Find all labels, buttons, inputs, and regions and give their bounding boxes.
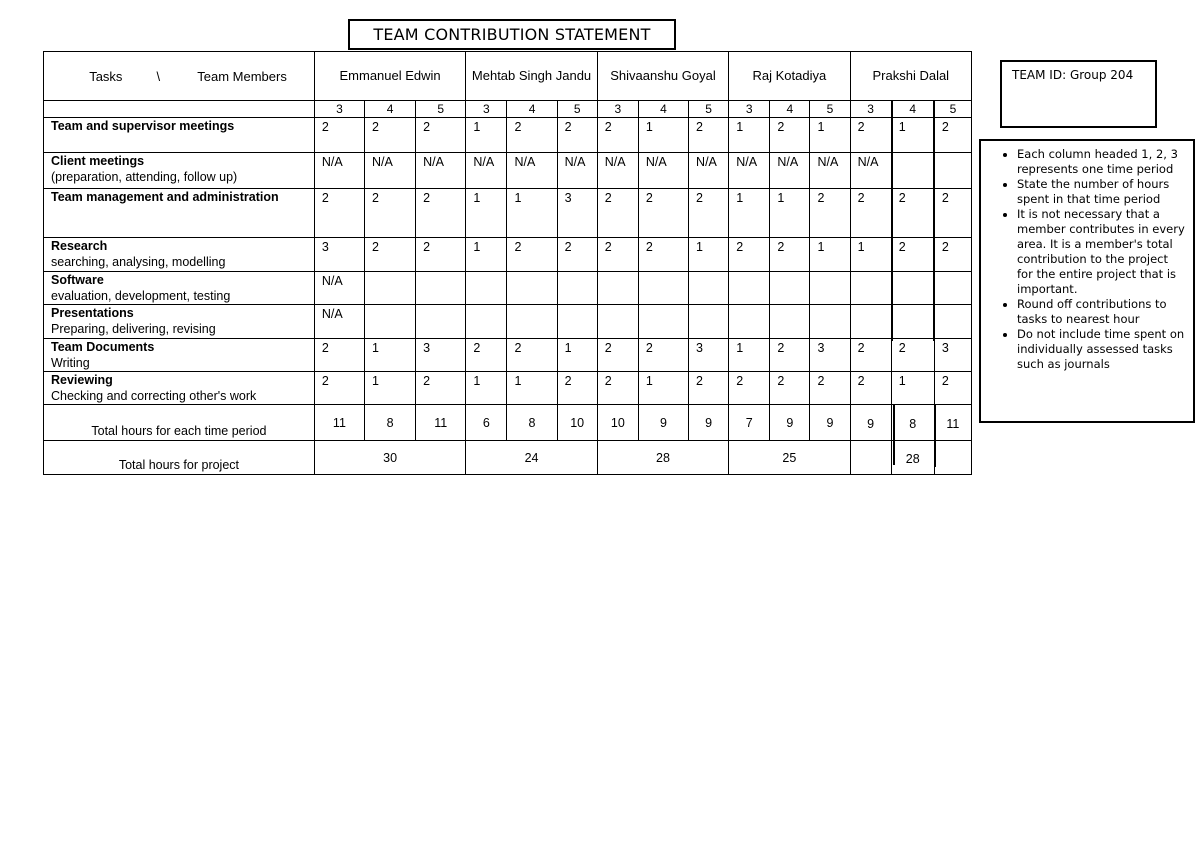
hours-cell: N/A <box>314 305 364 339</box>
hours-cell: 2 <box>934 238 971 272</box>
period-total-cell: 6 <box>466 405 507 441</box>
hours-cell: N/A <box>466 153 507 189</box>
member-name: Mehtab Singh Jandu <box>466 52 597 101</box>
hours-cell: 2 <box>314 189 364 238</box>
hours-cell <box>891 272 934 305</box>
hours-cell: 2 <box>638 189 688 238</box>
blank-cell <box>44 101 315 118</box>
period-header: 3 <box>466 101 507 118</box>
period-header: 3 <box>314 101 364 118</box>
hours-cell: 2 <box>314 118 364 153</box>
header-slash: \ <box>156 68 161 84</box>
hours-cell: 1 <box>365 339 416 372</box>
task-row <box>44 339 972 372</box>
hours-cell <box>416 305 466 339</box>
member-name: Prakshi Dalal <box>850 52 971 101</box>
hours-cell <box>416 272 466 305</box>
period-header: 5 <box>689 101 729 118</box>
task-label <box>44 153 315 189</box>
project-total-cell: 28 <box>597 441 728 475</box>
hours-cell: 2 <box>597 372 638 405</box>
period-total-cell: 9 <box>810 405 850 441</box>
hours-cell: 1 <box>466 238 507 272</box>
task-description: evaluation, development, testing <box>51 289 231 303</box>
hours-cell <box>365 305 416 339</box>
task-label <box>44 238 315 272</box>
task-label <box>44 118 315 153</box>
period-header: 4 <box>365 101 416 118</box>
hours-cell <box>934 153 971 189</box>
hours-cell <box>891 153 934 189</box>
hours-cell <box>810 272 850 305</box>
hours-cell: 1 <box>729 118 770 153</box>
hours-cell: 2 <box>850 339 891 372</box>
hours-cell: 2 <box>810 189 850 238</box>
hours-cell: 1 <box>729 339 770 372</box>
member-name: Shivaanshu Goyal <box>597 52 728 101</box>
hours-cell: 2 <box>770 118 810 153</box>
hours-cell: 2 <box>850 372 891 405</box>
hours-cell <box>466 305 507 339</box>
task-row <box>44 272 972 305</box>
task-description: Writing <box>51 356 90 370</box>
hours-cell: 1 <box>365 372 416 405</box>
task-name: Team management and administration <box>51 190 279 204</box>
period-row <box>44 101 972 118</box>
period-total-cell: 9 <box>689 405 729 441</box>
blank-cell <box>850 441 891 475</box>
hours-cell: 1 <box>466 118 507 153</box>
team-members-label: Team Members <box>197 68 287 84</box>
hours-cell: 1 <box>507 372 557 405</box>
period-header: 5 <box>557 101 597 118</box>
hours-cell: 2 <box>597 189 638 238</box>
hours-cell: 2 <box>689 118 729 153</box>
hours-cell: 2 <box>314 339 364 372</box>
instruction-item: • Do not include time spent on individually assessed tasks such as journals <box>1017 327 1187 372</box>
hours-cell: 1 <box>557 339 597 372</box>
period-header: 3 <box>597 101 638 118</box>
hours-cell <box>638 305 688 339</box>
hours-cell: 1 <box>638 372 688 405</box>
hours-cell <box>891 305 934 339</box>
period-header: 5 <box>416 101 466 118</box>
hours-cell: 2 <box>557 118 597 153</box>
project-total-cell: 25 <box>729 441 850 475</box>
hours-cell: 1 <box>810 118 850 153</box>
hours-cell: N/A <box>507 153 557 189</box>
hours-cell <box>638 272 688 305</box>
hours-cell: N/A <box>638 153 688 189</box>
task-label <box>44 189 315 238</box>
hours-cell <box>729 272 770 305</box>
tasks-members-header <box>44 52 315 101</box>
period-header: 5 <box>810 101 850 118</box>
hours-cell: 2 <box>770 372 810 405</box>
team-id-value: Group 204 <box>1069 68 1134 82</box>
hours-cell: 2 <box>850 118 891 153</box>
period-total-cell: 9 <box>850 405 891 441</box>
hours-cell: 1 <box>466 372 507 405</box>
hours-cell: 2 <box>810 372 850 405</box>
hand-drawn-line <box>891 101 893 341</box>
hours-cell: N/A <box>770 153 810 189</box>
hours-cell <box>689 305 729 339</box>
total-project-row <box>44 441 972 475</box>
hours-cell <box>507 305 557 339</box>
hours-cell: 1 <box>810 238 850 272</box>
hours-cell <box>850 305 891 339</box>
hours-cell <box>810 305 850 339</box>
hours-cell: 3 <box>416 339 466 372</box>
period-header: 4 <box>891 101 934 118</box>
hours-cell: 1 <box>466 189 507 238</box>
hours-cell: 3 <box>314 238 364 272</box>
hours-cell: 2 <box>466 339 507 372</box>
task-name: Software <box>51 273 104 287</box>
hours-cell <box>934 305 971 339</box>
hours-cell <box>365 272 416 305</box>
period-total-cell: 11 <box>934 405 971 441</box>
hours-cell: 2 <box>557 372 597 405</box>
hours-cell <box>850 272 891 305</box>
hours-cell <box>557 305 597 339</box>
hours-cell: 2 <box>416 238 466 272</box>
hours-cell: 2 <box>416 118 466 153</box>
hours-cell: 1 <box>891 372 934 405</box>
total-period-label: Total hours for each time period <box>44 405 315 441</box>
hours-cell: 1 <box>891 118 934 153</box>
hours-cell <box>597 305 638 339</box>
hours-cell: 2 <box>770 339 810 372</box>
period-total-cell: 10 <box>557 405 597 441</box>
hours-cell: 2 <box>729 238 770 272</box>
hours-cell: 2 <box>314 372 364 405</box>
hours-cell: 1 <box>729 189 770 238</box>
hours-cell: N/A <box>689 153 729 189</box>
hours-cell: 2 <box>507 118 557 153</box>
hours-cell <box>689 272 729 305</box>
task-description: searching, analysing, modelling <box>51 255 226 269</box>
hours-cell: N/A <box>314 272 364 305</box>
tasks-label: Tasks <box>89 68 123 84</box>
hours-cell: 2 <box>416 189 466 238</box>
period-total-cell: 11 <box>314 405 364 441</box>
hours-cell <box>466 272 507 305</box>
hours-cell: 3 <box>810 339 850 372</box>
hours-cell: 2 <box>557 238 597 272</box>
period-total-cell: 8 <box>891 405 934 441</box>
task-label <box>44 339 315 372</box>
hours-cell <box>770 305 810 339</box>
period-header: 4 <box>507 101 557 118</box>
task-label <box>44 372 315 405</box>
period-header: 3 <box>850 101 891 118</box>
team-id-label: TEAM ID: <box>1012 68 1067 82</box>
task-name: Presentations <box>51 306 134 320</box>
team-id-box <box>1000 60 1157 128</box>
instruction-item: • It is not necessary that a member contributes in every area. It is a member's total contribution to the project for the entire project that is important. <box>1017 207 1187 297</box>
instruction-item: • Each column headed 1, 2, 3 represents one time period <box>1017 147 1187 177</box>
period-total-cell: 11 <box>416 405 466 441</box>
contribution-table <box>43 51 972 475</box>
hours-cell: 2 <box>729 372 770 405</box>
hours-cell: 2 <box>365 238 416 272</box>
hours-cell: 2 <box>850 189 891 238</box>
task-description: (preparation, attending, follow up) <box>51 170 238 184</box>
hours-cell <box>770 272 810 305</box>
hours-cell: 2 <box>638 339 688 372</box>
period-header: 4 <box>638 101 688 118</box>
hours-cell: 2 <box>416 372 466 405</box>
task-description: Preparing, delivering, revising <box>51 322 216 336</box>
hours-cell: 2 <box>597 339 638 372</box>
project-total-cell: 24 <box>466 441 597 475</box>
total-period-row <box>44 405 972 441</box>
period-total-cell: 8 <box>365 405 416 441</box>
hand-drawn-line <box>893 405 895 465</box>
member-header-row <box>44 52 972 101</box>
hours-cell <box>507 272 557 305</box>
hand-drawn-line <box>934 405 936 467</box>
total-project-label: Total hours for project <box>44 441 315 475</box>
instruction-item: • State the number of hours spent in that time period <box>1017 177 1187 207</box>
hours-cell <box>934 272 971 305</box>
project-total-cell: 30 <box>314 441 465 475</box>
period-total-cell: 10 <box>597 405 638 441</box>
member-name: Raj Kotadiya <box>729 52 850 101</box>
hours-cell: 3 <box>934 339 971 372</box>
task-row <box>44 118 972 153</box>
hours-cell: 2 <box>365 189 416 238</box>
instructions-list <box>985 147 1187 372</box>
hours-cell: 2 <box>365 118 416 153</box>
task-row <box>44 305 972 339</box>
member-name: Emmanuel Edwin <box>314 52 465 101</box>
hours-cell: 2 <box>891 189 934 238</box>
hours-cell: 2 <box>689 372 729 405</box>
hours-cell: 2 <box>934 372 971 405</box>
hours-cell: N/A <box>557 153 597 189</box>
hours-cell: N/A <box>810 153 850 189</box>
task-label <box>44 305 315 339</box>
hours-cell: 1 <box>507 189 557 238</box>
document-title: TEAM CONTRIBUTION STATEMENT <box>348 19 676 50</box>
hours-cell: N/A <box>416 153 466 189</box>
hours-cell: 2 <box>507 238 557 272</box>
hours-cell: 1 <box>689 238 729 272</box>
task-row <box>44 372 972 405</box>
hours-cell: 3 <box>557 189 597 238</box>
project-total-cell: 28 <box>891 441 934 475</box>
period-header: 5 <box>934 101 971 118</box>
task-description: Checking and correcting other's work <box>51 389 257 403</box>
hours-cell: 1 <box>850 238 891 272</box>
hours-cell: 2 <box>770 238 810 272</box>
hours-cell: N/A <box>365 153 416 189</box>
task-name: Client meetings <box>51 154 145 168</box>
hours-cell: 2 <box>934 189 971 238</box>
task-name: Team and supervisor meetings <box>51 119 235 133</box>
task-row <box>44 189 972 238</box>
task-name: Reviewing <box>51 373 113 387</box>
task-row <box>44 153 972 189</box>
hours-cell: N/A <box>597 153 638 189</box>
hours-cell: N/A <box>729 153 770 189</box>
hours-cell: 2 <box>891 339 934 372</box>
hours-cell: N/A <box>850 153 891 189</box>
hours-cell: 3 <box>689 339 729 372</box>
hours-cell: 1 <box>770 189 810 238</box>
hours-cell: 2 <box>891 238 934 272</box>
hours-cell: 2 <box>597 238 638 272</box>
task-name: Research <box>51 239 108 253</box>
hours-cell <box>597 272 638 305</box>
hours-cell: 2 <box>934 118 971 153</box>
period-header: 3 <box>729 101 770 118</box>
hours-cell: 1 <box>638 118 688 153</box>
period-total-cell: 9 <box>638 405 688 441</box>
hours-cell <box>557 272 597 305</box>
instructions-box <box>979 139 1195 423</box>
hours-cell: 2 <box>597 118 638 153</box>
blank-cell <box>934 441 971 475</box>
period-header: 4 <box>770 101 810 118</box>
hours-cell <box>729 305 770 339</box>
hours-cell: 2 <box>507 339 557 372</box>
hours-cell: 2 <box>689 189 729 238</box>
period-total-cell: 8 <box>507 405 557 441</box>
period-total-cell: 9 <box>770 405 810 441</box>
hours-cell: N/A <box>314 153 364 189</box>
task-row <box>44 238 972 272</box>
task-label <box>44 272 315 305</box>
period-total-cell: 7 <box>729 405 770 441</box>
instruction-item: • Round off contributions to tasks to nearest hour <box>1017 297 1187 327</box>
hand-drawn-line <box>933 101 935 341</box>
task-name: Team Documents <box>51 340 155 354</box>
hours-cell: 2 <box>638 238 688 272</box>
